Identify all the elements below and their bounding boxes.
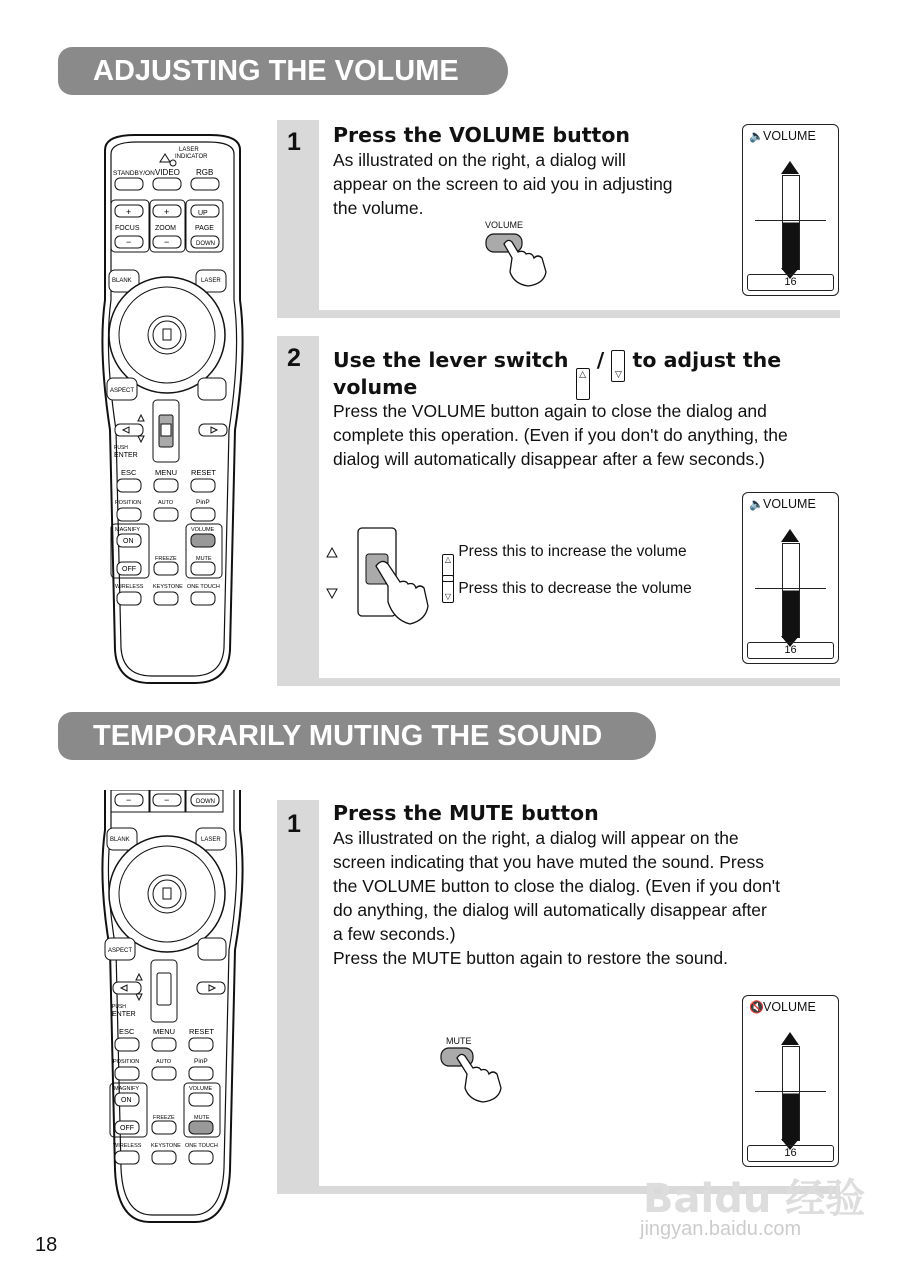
svg-text:−: −	[126, 237, 132, 247]
svg-text:ESC: ESC	[121, 468, 137, 477]
svg-text:BLANK: BLANK	[110, 837, 130, 843]
remote-control-partial-illustration	[95, 790, 250, 1235]
remote-control-illustration	[95, 130, 250, 690]
step-title: Press the VOLUME button	[333, 123, 631, 147]
svg-text:FREEZE: FREEZE	[153, 1115, 175, 1121]
svg-text:+: +	[164, 207, 170, 217]
svg-text:DOWN: DOWN	[196, 241, 215, 247]
svg-text:ON: ON	[123, 538, 134, 545]
svg-text:ASPECT: ASPECT	[110, 388, 135, 394]
step-title-part: Use the lever switch	[333, 348, 569, 372]
svg-text:ENTER: ENTER	[112, 1011, 136, 1018]
svg-text:MUTE: MUTE	[196, 556, 212, 562]
page-number: 18	[35, 1234, 58, 1256]
svg-text:ASPECT: ASPECT	[108, 948, 133, 954]
svg-text:MENU: MENU	[155, 468, 178, 477]
lever-up-icon: △	[576, 368, 590, 400]
volume-dialog-title: VOLUME	[763, 1000, 816, 1014]
hand-pressing-volume-icon	[482, 232, 552, 292]
step-title-part: to adjust the	[632, 348, 782, 372]
svg-text:AUTO: AUTO	[158, 500, 174, 506]
volume-dialog-muted	[742, 995, 839, 1167]
svg-text:MENU: MENU	[153, 1027, 176, 1036]
svg-text:PAGE: PAGE	[195, 225, 214, 232]
svg-text:MUTE: MUTE	[194, 1115, 210, 1121]
svg-text:VOLUME: VOLUME	[189, 1086, 213, 1092]
svg-text:AUTO: AUTO	[156, 1059, 172, 1065]
speaker-muted-icon: 🔇	[749, 1000, 764, 1014]
svg-text:FOCUS: FOCUS	[115, 225, 140, 232]
svg-text:ZOOM: ZOOM	[155, 225, 176, 232]
svg-text:ONE TOUCH: ONE TOUCH	[185, 1143, 218, 1149]
svg-text:RESET: RESET	[189, 1027, 215, 1036]
lever-up-small-icon: △	[442, 554, 454, 582]
svg-text:POSITION: POSITION	[113, 1059, 140, 1065]
svg-text:STANDBY/ON: STANDBY/ON	[113, 170, 155, 177]
volume-level-bar	[782, 175, 800, 270]
watermark-logo: Baidu 经验	[643, 1176, 866, 1222]
svg-text:OFF: OFF	[120, 1125, 134, 1132]
step-title: Press the MUTE button	[333, 801, 599, 825]
volume-level-bar	[782, 1046, 800, 1141]
svg-text:LASER: LASER	[201, 278, 221, 284]
step-title-line2: volume	[333, 375, 418, 399]
svg-text:MAGNIFY: MAGNIFY	[114, 1086, 140, 1092]
svg-text:WIRELESS: WIRELESS	[115, 584, 144, 590]
svg-text:RGB: RGB	[196, 168, 214, 177]
svg-text:−: −	[126, 795, 132, 805]
svg-text:PinP: PinP	[194, 1058, 208, 1065]
volume-button-label: VOLUME	[485, 220, 524, 230]
lever-down-icon: ▽	[611, 350, 625, 382]
volume-dialog	[742, 124, 839, 296]
step-panel-mute-1	[277, 800, 840, 1194]
volume-value: 16	[747, 274, 834, 291]
svg-text:ESC: ESC	[119, 1027, 135, 1036]
step-body: As illustrated on the right, a dialog will appear on the screen indicating that you have muted the sound. Press the VOLUME button to close the dialog. (Even if you don't do anything, the dialog will automatically disappear after a few seconds.) Press the MUTE button again to restore the sound.	[333, 828, 780, 968]
volume-dialog-title: VOLUME	[763, 497, 816, 511]
svg-text:PinP: PinP	[196, 499, 210, 506]
hand-pressing-lever-icon	[322, 524, 442, 636]
svg-text:MAGNIFY: MAGNIFY	[115, 527, 141, 533]
svg-text:ENTER: ENTER	[114, 452, 138, 459]
svg-text:UP: UP	[198, 210, 208, 217]
volume-value: 16	[747, 642, 834, 659]
step-body: As illustrated on the right, a dialog will appear on the screen to aid you in adjusting the volume.	[333, 150, 673, 218]
svg-text:VOLUME: VOLUME	[191, 527, 215, 533]
step-number: 2	[287, 344, 301, 372]
svg-text:+: +	[126, 207, 132, 217]
step-body: Press the VOLUME button again to close the dialog and complete this operation. (Even if you don't do anything, the dialog will automatically disappear after a few seconds.)	[333, 401, 788, 469]
step-number: 1	[287, 128, 301, 156]
speaker-icon: 🔈	[749, 497, 764, 511]
hand-pressing-mute-icon	[439, 1046, 511, 1108]
svg-text:INDICATOR: INDICATOR	[175, 154, 208, 160]
svg-text:RESET: RESET	[191, 468, 217, 477]
section-title-mute: TEMPORARILY MUTING THE SOUND	[58, 712, 656, 760]
volume-value: 16	[747, 1145, 834, 1162]
increase-note: △ Press this to increase the volume	[442, 543, 687, 582]
svg-text:PUSH: PUSH	[112, 1004, 126, 1010]
watermark-url: jingyan.baidu.com	[640, 1218, 802, 1240]
lever-down-small-icon: ▽	[442, 575, 454, 603]
svg-text:ON: ON	[121, 1097, 132, 1104]
svg-text:PUSH: PUSH	[114, 445, 128, 451]
svg-text:−: −	[164, 237, 170, 247]
svg-text:OFF: OFF	[122, 566, 136, 573]
volume-dialog	[742, 492, 839, 664]
remote-label-laser: LASER	[179, 147, 199, 153]
section-title-volume: ADJUSTING THE VOLUME	[58, 47, 508, 95]
svg-text:DOWN: DOWN	[196, 799, 215, 805]
step-panel-volume-2	[277, 336, 840, 686]
svg-text:BLANK: BLANK	[112, 278, 132, 284]
volume-dialog-title: VOLUME	[763, 129, 816, 143]
svg-text:FREEZE: FREEZE	[155, 556, 177, 562]
step-title-separator: /	[596, 348, 605, 372]
speaker-icon: 🔈	[749, 129, 764, 143]
mute-button-label: MUTE	[446, 1036, 472, 1046]
svg-text:VIDEO: VIDEO	[155, 168, 180, 177]
step-panel-volume-1	[277, 120, 840, 318]
svg-text:LASER: LASER	[201, 837, 221, 843]
volume-level-bar	[782, 543, 800, 638]
svg-text:KEYSTONE: KEYSTONE	[153, 584, 183, 590]
svg-text:POSITION: POSITION	[115, 500, 142, 506]
decrease-note: ▽ Press this to decrease the volume	[442, 575, 692, 603]
svg-text:WIRELESS: WIRELESS	[113, 1143, 142, 1149]
step-number: 1	[287, 810, 301, 838]
svg-text:KEYSTONE: KEYSTONE	[151, 1143, 181, 1149]
svg-text:ONE TOUCH: ONE TOUCH	[187, 584, 220, 590]
svg-text:−: −	[164, 795, 170, 805]
